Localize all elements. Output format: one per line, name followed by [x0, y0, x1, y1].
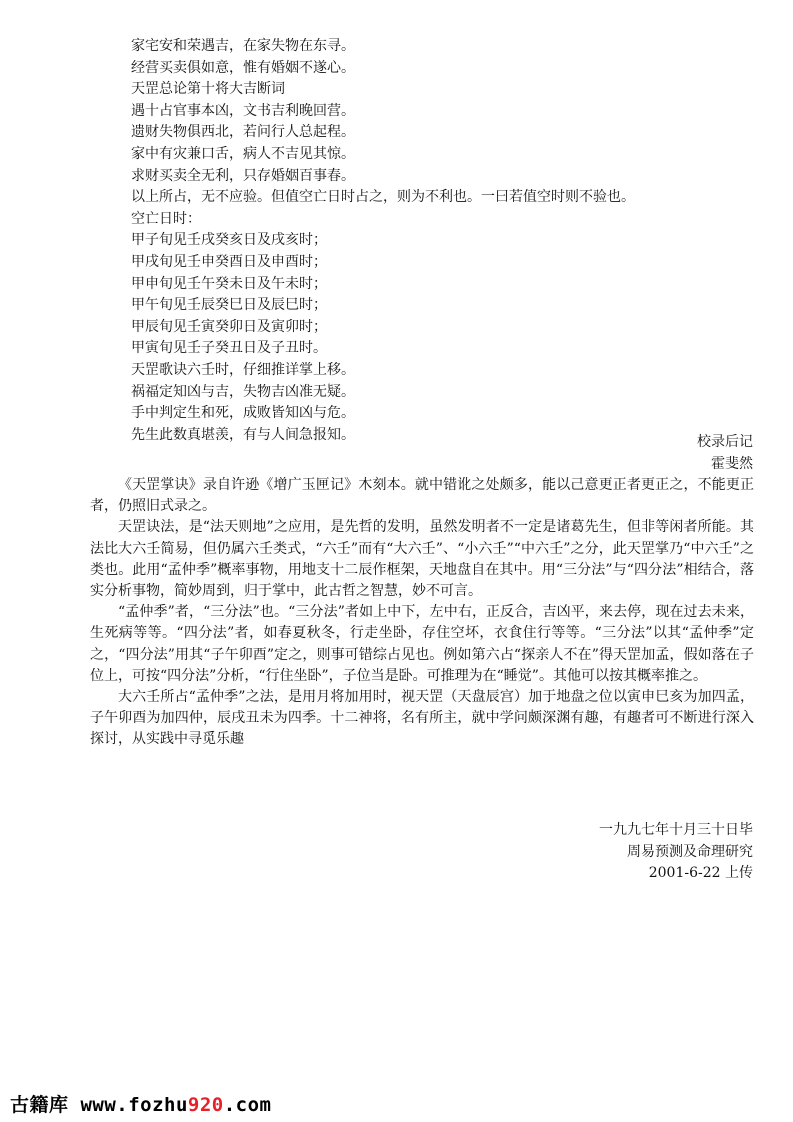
table-line: 甲子旬见壬戌癸亥日及戌亥时；	[131, 232, 327, 249]
footer-url-prefix: www.fozhu	[68, 1094, 188, 1116]
footer-url-number: 920	[187, 1094, 224, 1116]
section-heading: 天罡总论第十将大吉断词	[131, 81, 285, 98]
table-line: 甲申旬见壬午癸未日及午未时；	[131, 275, 327, 292]
table-line: 甲戌旬见壬申癸酉日及申酉时；	[131, 253, 327, 270]
note-line: 空亡日时：	[131, 210, 201, 227]
verse-line: 经营买卖俱如意，惟有婚姻不遂心。	[131, 59, 355, 76]
paragraph: 天罡诀法，是“法天则地”之应用，是先哲的发明，虽然发明者不一定是诸葛先生，但非等闲者所能。其法比大六壬简易，但仍属六壬类式，“六壬”而有“大六壬”、“小六壬”“中六壬”之分，此天罡掌乃“中六壬”之类也。此用“孟仲季”概率事物，用地支十二辰作框架，天地盘自在其中。用“三分法”与“四分法”相结合，落实分析事物，简妙周到，归于掌中，此古哲之智慧，妙不可言。	[90, 519, 754, 600]
paragraph: 大六壬所占“孟仲季”之法，是用月将加用时，视天罡（天盘辰宫）加于地盘之位以寅申巳亥为加四孟，子午卯酉为加四仲，辰戌丑未为四季。十二神将，名有所主，就中学问颇深渊有趣，有趣者可不断进行深入探讨，从实践中寻觅乐趣	[90, 689, 754, 748]
postscript-body	[90, 475, 754, 751]
postscript-title: 校录后记	[697, 434, 753, 450]
verse-line: 求财买卖全无利，只存婚姻百事春。	[131, 167, 355, 184]
postscript-author: 霍斐然	[711, 455, 753, 472]
paragraph: 《天罡掌诀》录自许逊《增广玉匣记》木刻本。就中错讹之处颇多，能以己意更正者更正之，不能更正者，仍照旧式录之。	[90, 477, 754, 515]
postscript-header	[453, 432, 753, 475]
closing-date: 一九九七年十月三十日毕	[599, 822, 753, 838]
closing-org: 周易预测及命理研究	[627, 843, 753, 860]
verse-line: 天罡歌诀六壬时，仔细推详掌上移。	[131, 361, 355, 378]
verse-line: 遗财失物俱西北，若问行人总起程。	[131, 124, 355, 141]
paragraph: “孟仲季”者，“三分法”也。“三分法”者如上中下，左中右，正反合，吉凶平，来去停，现在过去未来，生死病等等。“四分法”者，如春夏秋冬，行走坐卧，存住空坏，衣食住行等等。“三分法”以其“孟仲季”定之，“四分法”用其“子午卯酉”定之，则事可错综占见也。例如第六占“探亲人不在”得天罡加孟，假如落在子位上，可按“四分法”分析，“行住坐卧”，子位当是卧。可推理为在“睡觉”。其他可以按其概率推之。	[90, 604, 754, 684]
table-line: 甲午旬见壬辰癸巳日及辰巳时；	[131, 297, 327, 314]
note-line: 以上所占，无不应验。但值空亡日时占之，则为不利也。一曰若值空时则不验也。	[131, 189, 635, 206]
verse-line: 祸福定知凶与吉，失物吉凶准无疑。	[131, 383, 355, 400]
verse-line: 手中判定生和死，成败皆知凶与危。	[131, 405, 355, 422]
verse-block	[131, 36, 731, 446]
footer-url-suffix: .com	[223, 1094, 272, 1116]
verse-line: 家中有灾兼口舌，病人不吉见其惊。	[131, 145, 355, 162]
closing-upload: 2001-6-22 上传	[648, 865, 753, 882]
verse-line: 遇十占官事本凶，文书吉利晚回营。	[131, 102, 355, 119]
closing-signature	[453, 820, 753, 885]
footer-brand: 古籍库	[10, 1094, 69, 1116]
site-footer	[10, 1090, 272, 1117]
table-line: 甲寅旬见壬子癸丑日及子丑时。	[131, 340, 327, 357]
verse-line: 先生此数真堪羡，有与人间急报知。	[131, 426, 355, 443]
verse-line: 家宅安和荣遇吉，在家失物在东寻。	[131, 38, 355, 54]
table-line: 甲辰旬见壬寅癸卯日及寅卯时；	[131, 318, 327, 335]
